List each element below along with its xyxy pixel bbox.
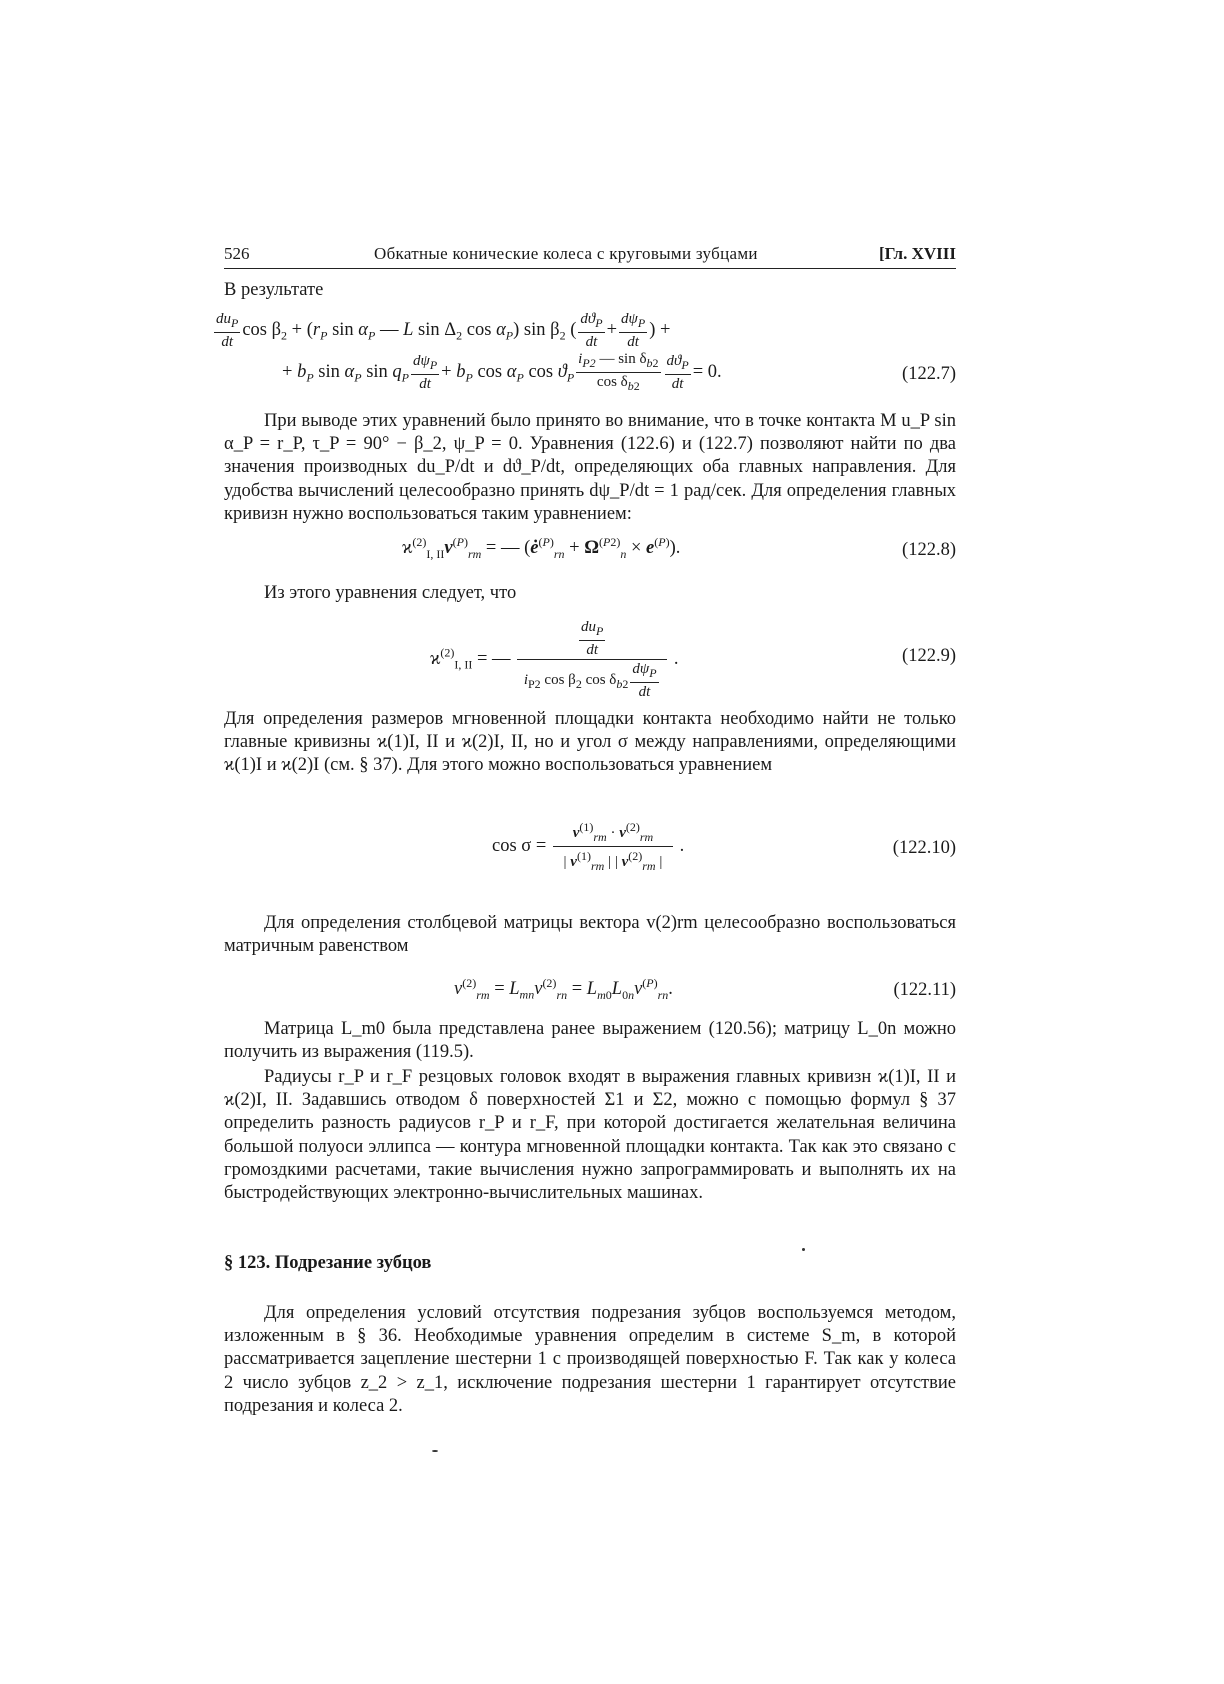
intro-label: В результате [224, 280, 324, 300]
paragraph-5: Матрица L_m0 была представлена ранее выражением (120.56); матрицу L_0n можно получить из выражения (119.5). [224, 1019, 956, 1063]
equation-122-7-line1: $\frac{du_P}{dt}$ $\cos \beta_2 + (r_P$ $\sin \alpha_P$ — L $\sin \Delta_2$ $\cos \alpha_P$) $\sin \beta_2$ ( $\frac{dϑ_P}{dt}$ + $\frac{d\psi_P}{dt}$ ) + [216, 311, 671, 350]
paragraph-4: Для определения столбцевой матрицы вектора v(2)rm целесообразно воспользоваться матричным равенством [224, 913, 956, 957]
equation-122-10: cos σ = $\frac{v^{(1)}_{rm} \cdot v^{(2)}_{rm}}{| v^{(1)}_{rm} | | v^{(2)}_{rm} |}$ . [492, 820, 685, 873]
equation-number-122-8: (122.8) [902, 540, 956, 560]
equation-number-122-9: (122.9) [902, 646, 956, 666]
equation-number-122-7: (122.7) [902, 364, 956, 384]
section-heading: § 123. Подрезание зубцов [224, 1253, 432, 1273]
equation-122-7-line2: + $b_P$ $\sin \alpha_P$ $\sin q_P$ $\frac{d\psi_P}{dt}$ + $b_P$ $\cos \alpha_P$ $\cos ϑ_P$ $\frac{i_{P2} — \sin \delta_{b2}}{\cos \delta_{b2}}$ $\frac{dϑ_P}{dt}$ = 0. [282, 351, 722, 393]
equation-number-122-11: (122.11) [893, 980, 956, 1000]
running-head [224, 244, 956, 269]
scan-speck [802, 1248, 805, 1251]
page-number: 526 [224, 244, 250, 263]
scan-speck [432, 1450, 438, 1452]
paragraph-2: Из этого уравнения следует, что [264, 583, 517, 603]
running-title: Обкатные конические колеса с круговыми зубцами [374, 244, 758, 263]
chapter-label: [Гл. XVIII [879, 244, 956, 263]
paragraph-7: Для определения условий отсутствия подрезания зубцов воспользуемся методом, изложенным в § 36. Необходимые уравнения определим в системе S_m, в которой рассматривается зацепление шестерни 1 с производящей поверхностью F. Так как у колеса 2 число зубцов z_2 > z_1, исключение подрезания шестерни 1 гарантирует отсутствие подрезания и колеса 2. [224, 1303, 956, 1416]
paragraph-6: Радиусы r_P и r_F резцовых головок входят в выражения главных кривизн ϰ(1)I, II и ϰ(2)I, II. Задавшись отводом δ поверхностей Σ1 и Σ2, можно с помощью формул § 37 определить разность радиусов r_P и r_F, при которой достигается желательная величина большой полуоси эллипса — контура мгновенной площадки контакта. Так как это связано с громоздкими расчетами, такие вычисления нужно запрограммировать и выполнять их на быстродействующих электронно-вычислительных машинах. [224, 1067, 956, 1204]
paragraph-3: Для определения размеров мгновенной площадки контакта необходимо найти не только главные кривизны ϰ(1)I, II и ϰ(2)I, II, но и угол σ между направлениями, определяющими ϰ(1)I и ϰ(2)I (см. § 37). Для этого можно воспользоваться уравнением [224, 709, 956, 776]
equation-122-9: $ϰ^{(2)}_{I, II}$ = — $\frac{du_P}{dt}$ $i_{P2}$ $\cos \beta_2$ $\cos \delta_{b2}$ $\frac{d\psi_P}{dt}$ . [430, 619, 679, 700]
equation-122-8: $ϰ^{(2)}_{I, II}v^{(P)}_{rm}$ = — $(ė^{(P)}_{rn} + \Omega^{(P2)}_n \times e^{(P)})$. [402, 535, 681, 561]
paragraph-1: При выводе этих уравнений было принято во внимание, что в точке контакта M u_P sin α_P = r_P, τ_P = 90° − β_2, ψ_P = 0. Уравнения (122.6) и (122.7) позволяют найти по два значения производных du_P/dt и dϑ_P/dt, определяющих оба главных направления. Для удобства вычислений целесообразно принять dψ_P/dt = 1 рад/сек. Для определения главных кривизн нужно воспользоваться таким уравнением: [224, 411, 956, 524]
equation-122-11: $v^{(2)}_{rm} = L_{mn}v^{(2)}_{rn} = L_{m0}L_{0n}v^{(P)}_{rn}$. [454, 976, 673, 1002]
equation-number-122-10: (122.10) [892, 838, 956, 858]
